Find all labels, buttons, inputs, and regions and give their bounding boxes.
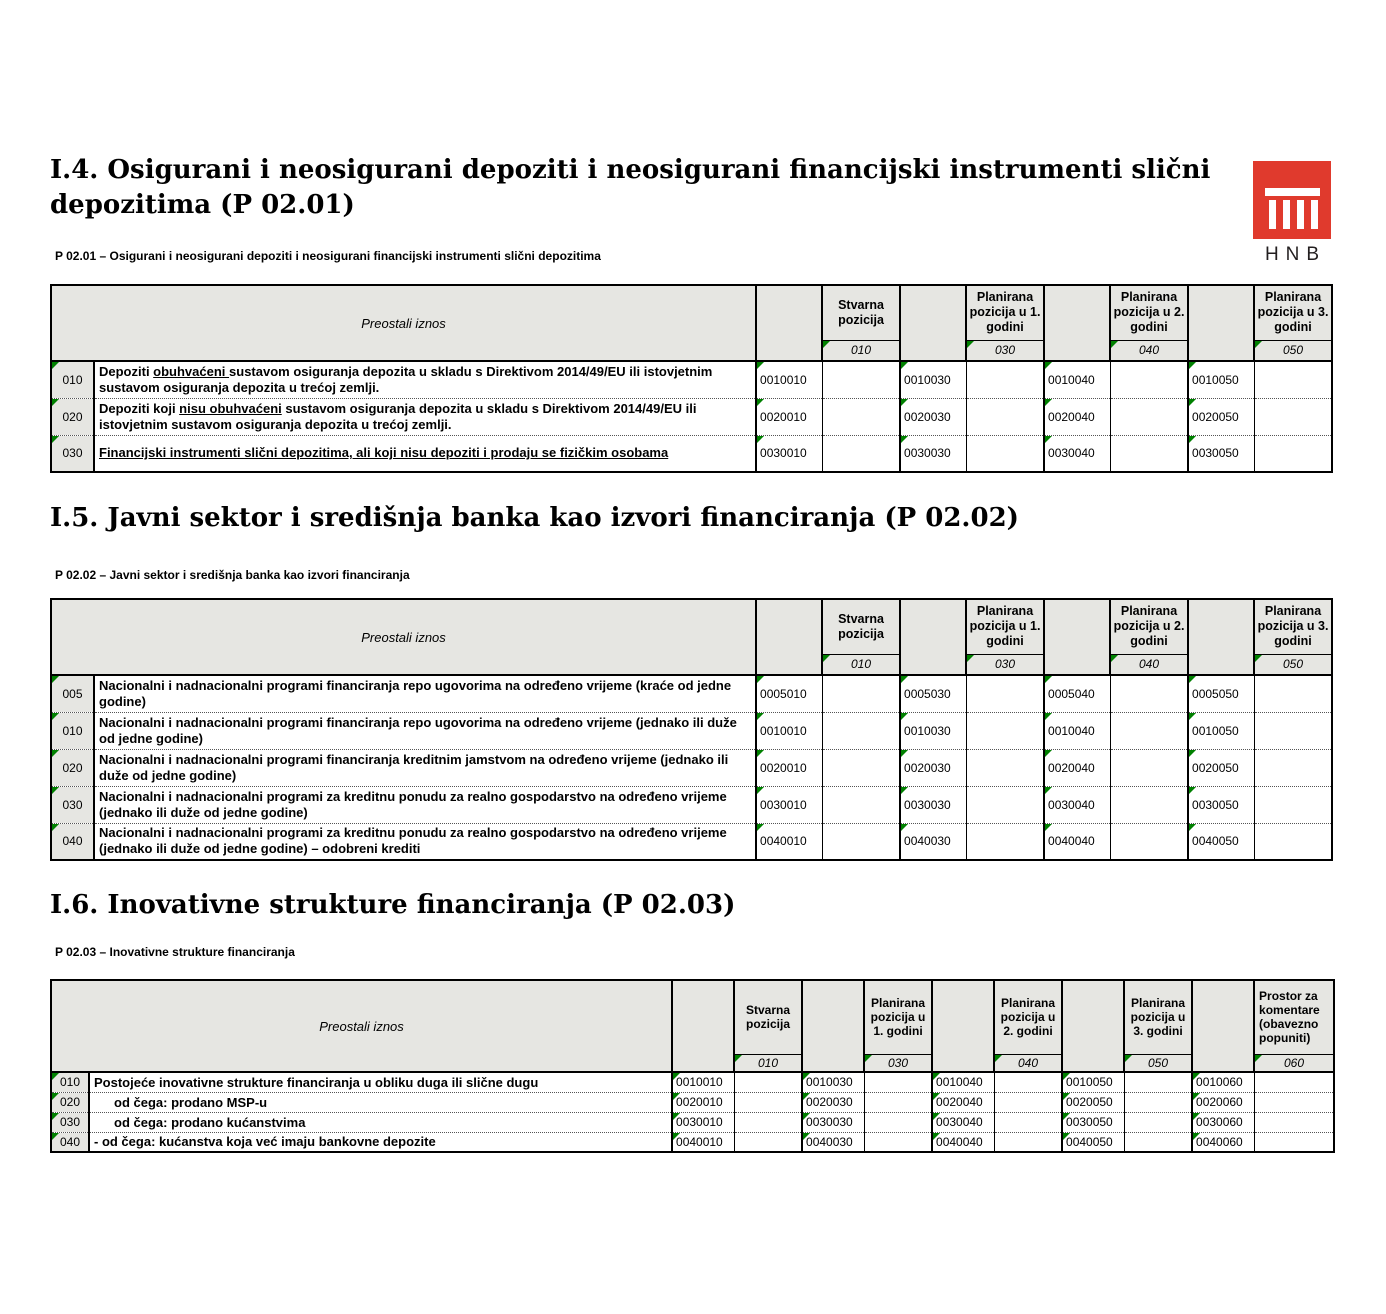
logo-column (1311, 200, 1318, 229)
logo-column (1269, 200, 1276, 229)
column-header: Planirana pozicija u 3. godini (1254, 599, 1332, 654)
code-col-header (756, 285, 822, 361)
code-cell: 0010010 (672, 1072, 734, 1092)
row-label: 010 (51, 712, 94, 749)
code-cell: 0040010 (672, 1132, 734, 1152)
column-header: Planirana pozicija u 3. godini (1124, 980, 1192, 1054)
value-cell (734, 1132, 802, 1152)
value-cell (966, 675, 1044, 712)
row-label: 030 (51, 786, 94, 823)
code-col-header (1044, 285, 1110, 361)
code-col-header (672, 980, 734, 1072)
column-code: 040 (994, 1054, 1062, 1072)
row-description: Postojeće inovativne strukture financiranja u obliku duga ili slične dugu (89, 1072, 672, 1092)
report-table-p0202 (50, 598, 1333, 861)
row-description: Nacionalni i nadnacionalni programi za kreditnu ponudu za realno gospodarstvo na određeno vrijeme (jednako ili duže od jedne godine) – odobreni krediti (94, 823, 756, 860)
row-description: - od čega: kućanstva koja već imaju bankovne depozite (89, 1132, 672, 1152)
value-cell (822, 786, 900, 823)
column-code: 010 (822, 340, 900, 361)
code-cell: 0010030 (802, 1072, 864, 1092)
code-cell: 0040040 (932, 1132, 994, 1152)
value-cell (864, 1092, 932, 1112)
code-col-header (1062, 980, 1124, 1072)
column-header: Stvarna pozicija (734, 980, 802, 1054)
value-cell (966, 435, 1044, 472)
code-cell: 0030030 (900, 786, 966, 823)
value-cell (1124, 1112, 1192, 1132)
column-header: Planirana pozicija u 3. godini (1254, 285, 1332, 340)
column-header: Planirana pozicija u 2. godini (1110, 599, 1188, 654)
table-row (51, 398, 1332, 435)
table-row (51, 435, 1332, 472)
code-cell: 0040030 (900, 823, 966, 860)
value-cell (994, 1132, 1062, 1152)
code-cell: 0020010 (756, 749, 822, 786)
code-cell: 0040030 (802, 1132, 864, 1152)
value-cell (1110, 712, 1188, 749)
code-cell: 0020050 (1062, 1092, 1124, 1112)
code-cell: 0030050 (1188, 786, 1254, 823)
code-col-header (1044, 599, 1110, 675)
column-code: 030 (966, 340, 1044, 361)
value-cell (864, 1112, 932, 1132)
section-heading-i6: I.6. Inovativne strukture financiranja (P 02.03) (50, 890, 736, 920)
column-header: Planirana pozicija u 2. godini (1110, 285, 1188, 340)
code-cell: 0040060 (1192, 1132, 1254, 1152)
code-cell: 0010060 (1192, 1072, 1254, 1092)
code-cell: 0040050 (1062, 1132, 1124, 1152)
table-row (51, 1112, 1334, 1132)
row-description: Nacionalni i nadnacionalni programi za kreditnu ponudu za realno gospodarstvo na određeno vrijeme (jednako ili duže od jedne godine) (94, 786, 756, 823)
code-cell: 0030050 (1188, 435, 1254, 472)
code-cell: 0005040 (1044, 675, 1110, 712)
value-cell (1254, 823, 1332, 860)
column-code: 040 (1110, 340, 1188, 361)
value-cell (734, 1092, 802, 1112)
value-cell (1124, 1072, 1192, 1092)
value-cell (734, 1112, 802, 1132)
code-cell: 0020060 (1192, 1092, 1254, 1112)
value-cell (822, 675, 900, 712)
value-cell (1110, 435, 1188, 472)
value-cell (1110, 823, 1188, 860)
code-cell: 0030010 (756, 435, 822, 472)
section-subtitle-p0201: P 02.01 – Osigurani i neosigurani depoziti i neosigurani financijski instrumenti slični depozitima (55, 249, 601, 263)
row-description: od čega: prodano kućanstvima (89, 1112, 672, 1132)
row-label: 005 (51, 675, 94, 712)
row-description: Financijski instrumenti slični depozitima, ali koji nisu depoziti i prodaju se fizičkim osobama (94, 435, 756, 472)
code-col-header (802, 980, 864, 1072)
code-col-header (1188, 599, 1254, 675)
table-row (51, 1092, 1334, 1112)
code-cell: 0020050 (1188, 398, 1254, 435)
comment-cell (1254, 1092, 1334, 1112)
code-cell: 0030030 (900, 435, 966, 472)
code-cell: 0010010 (756, 361, 822, 398)
report-table-p0203 (50, 979, 1335, 1153)
value-cell (822, 823, 900, 860)
table-row (51, 361, 1332, 398)
logo-text: HNB (1264, 244, 1327, 265)
code-cell: 0030040 (1044, 786, 1110, 823)
comment-cell (1254, 1112, 1334, 1132)
hnb-logo (1253, 161, 1331, 266)
row-label: 010 (51, 1072, 89, 1092)
section-subtitle-p0203: P 02.03 – Inovativne strukture financiranja (55, 945, 295, 959)
corner-label: Preostali iznos (51, 980, 672, 1072)
code-cell: 0010050 (1188, 712, 1254, 749)
value-cell (994, 1092, 1062, 1112)
corner-label: Preostali iznos (51, 285, 756, 361)
value-cell (966, 823, 1044, 860)
value-cell (864, 1132, 932, 1152)
table-row (51, 1132, 1334, 1152)
value-cell (1110, 749, 1188, 786)
code-cell: 0005050 (1188, 675, 1254, 712)
table-row (51, 675, 1332, 712)
code-cell: 0010050 (1062, 1072, 1124, 1092)
value-cell (864, 1072, 932, 1092)
logo-column (1297, 200, 1304, 229)
code-cell: 0030040 (932, 1112, 994, 1132)
column-header: Planirana pozicija u 2. godini (994, 980, 1062, 1054)
code-cell: 0020030 (900, 749, 966, 786)
code-cell: 0010050 (1188, 361, 1254, 398)
column-code: 030 (864, 1054, 932, 1072)
value-cell (1254, 749, 1332, 786)
code-col-header (1192, 980, 1254, 1072)
value-cell (1254, 361, 1332, 398)
value-cell (822, 712, 900, 749)
code-cell: 0040010 (756, 823, 822, 860)
section-heading-i5: I.5. Javni sektor i središnja banka kao izvori financiranja (P 02.02) (50, 503, 1019, 533)
row-label: 010 (51, 361, 94, 398)
row-description: Depoziti koji nisu obuhvaćeni sustavom osiguranja depozita u skladu s Direktivom 2014/49/EU ili istovjetnim sustavom osiguranja depozita u trećoj zemlji. (94, 398, 756, 435)
row-label: 020 (51, 398, 94, 435)
value-cell (966, 361, 1044, 398)
value-cell (1254, 398, 1332, 435)
column-header: Stvarna pozicija (822, 599, 900, 654)
comment-cell (1254, 1072, 1334, 1092)
column-code: 030 (966, 654, 1044, 675)
section-subtitle-p0202: P 02.02 – Javni sektor i središnja banka kao izvori financiranja (55, 568, 410, 582)
code-cell: 0020030 (802, 1092, 864, 1112)
value-cell (1124, 1092, 1192, 1112)
code-cell: 0030010 (672, 1112, 734, 1132)
value-cell (966, 786, 1044, 823)
code-cell: 0010010 (756, 712, 822, 749)
table-row (51, 823, 1332, 860)
row-description: od čega: prodano MSP-u (89, 1092, 672, 1112)
code-cell: 0040040 (1044, 823, 1110, 860)
value-cell (966, 398, 1044, 435)
code-cell: 0010030 (900, 361, 966, 398)
code-cell: 0010030 (900, 712, 966, 749)
value-cell (822, 435, 900, 472)
code-cell: 0005010 (756, 675, 822, 712)
column-code: 010 (822, 654, 900, 675)
code-cell: 0040050 (1188, 823, 1254, 860)
code-cell: 0020040 (1044, 398, 1110, 435)
value-cell (994, 1112, 1062, 1132)
code-cell: 0020040 (932, 1092, 994, 1112)
table-row (51, 1072, 1334, 1092)
value-cell (1254, 675, 1332, 712)
code-cell: 0030030 (802, 1112, 864, 1132)
code-col-header (900, 599, 966, 675)
value-cell (1110, 786, 1188, 823)
code-col-header (1188, 285, 1254, 361)
value-cell (1124, 1132, 1192, 1152)
column-header: Stvarna pozicija (822, 285, 900, 340)
row-label: 020 (51, 749, 94, 786)
column-code: 010 (734, 1054, 802, 1072)
value-cell (734, 1072, 802, 1092)
code-cell: 0030010 (756, 786, 822, 823)
code-col-header (900, 285, 966, 361)
logo-architrave (1265, 188, 1320, 196)
row-label: 040 (51, 1132, 89, 1152)
row-description: Nacionalni i nadnacionalni programi financiranja repo ugovorima na određeno vrijeme (kraće od jedne godine) (94, 675, 756, 712)
row-label: 020 (51, 1092, 89, 1112)
row-description: Nacionalni i nadnacionalni programi financiranja kreditnim jamstvom na određeno vrijeme (jednako ili duže od jedne godine) (94, 749, 756, 786)
logo-column (1283, 200, 1290, 229)
code-cell: 0020030 (900, 398, 966, 435)
row-label: 040 (51, 823, 94, 860)
value-cell (1254, 712, 1332, 749)
value-cell (1110, 361, 1188, 398)
table-row (51, 786, 1332, 823)
value-cell (1110, 675, 1188, 712)
code-cell: 0020010 (756, 398, 822, 435)
table-row (51, 749, 1332, 786)
value-cell (822, 361, 900, 398)
code-cell: 0020050 (1188, 749, 1254, 786)
value-cell (1110, 398, 1188, 435)
code-cell: 0010040 (1044, 712, 1110, 749)
code-col-header (756, 599, 822, 675)
value-cell (966, 712, 1044, 749)
value-cell (1254, 435, 1332, 472)
code-cell: 0005030 (900, 675, 966, 712)
column-header: Planirana pozicija u 1. godini (864, 980, 932, 1054)
comment-cell (1254, 1132, 1334, 1152)
value-cell (994, 1072, 1062, 1092)
column-code: 060 (1254, 1054, 1334, 1072)
code-cell: 0010040 (1044, 361, 1110, 398)
value-cell (822, 398, 900, 435)
row-description: Nacionalni i nadnacionalni programi financiranja repo ugovorima na određeno vrijeme (jednako ili duže od jedne godine) (94, 712, 756, 749)
column-header: Prostor za komentare (obavezno popuniti) (1254, 980, 1334, 1054)
column-code: 050 (1124, 1054, 1192, 1072)
column-code: 050 (1254, 340, 1332, 361)
section-heading-i4: I.4. Osigurani i neosigurani depoziti i neosigurani financijski instrumenti slični depozitima (P 02.01) (50, 155, 1211, 220)
column-code: 050 (1254, 654, 1332, 675)
report-table-p0201 (50, 284, 1333, 473)
row-label: 030 (51, 1112, 89, 1132)
value-cell (1254, 786, 1332, 823)
value-cell (822, 749, 900, 786)
code-cell: 0030060 (1192, 1112, 1254, 1132)
code-col-header (932, 980, 994, 1072)
code-cell: 0020010 (672, 1092, 734, 1112)
logo-building-icon (1253, 161, 1331, 239)
row-description: Depoziti obuhvaćeni sustavom osiguranja depozita u skladu s Direktivom 2014/49/EU ili istovjetnim sustavom osiguranja depozita u trećoj zemlji. (94, 361, 756, 398)
code-cell: 0030050 (1062, 1112, 1124, 1132)
column-header: Planirana pozicija u 1. godini (966, 285, 1044, 340)
code-cell: 0010040 (932, 1072, 994, 1092)
column-header: Planirana pozicija u 1. godini (966, 599, 1044, 654)
table-row (51, 712, 1332, 749)
value-cell (966, 749, 1044, 786)
column-code: 040 (1110, 654, 1188, 675)
corner-label: Preostali iznos (51, 599, 756, 675)
row-label: 030 (51, 435, 94, 472)
code-cell: 0020040 (1044, 749, 1110, 786)
code-cell: 0030040 (1044, 435, 1110, 472)
